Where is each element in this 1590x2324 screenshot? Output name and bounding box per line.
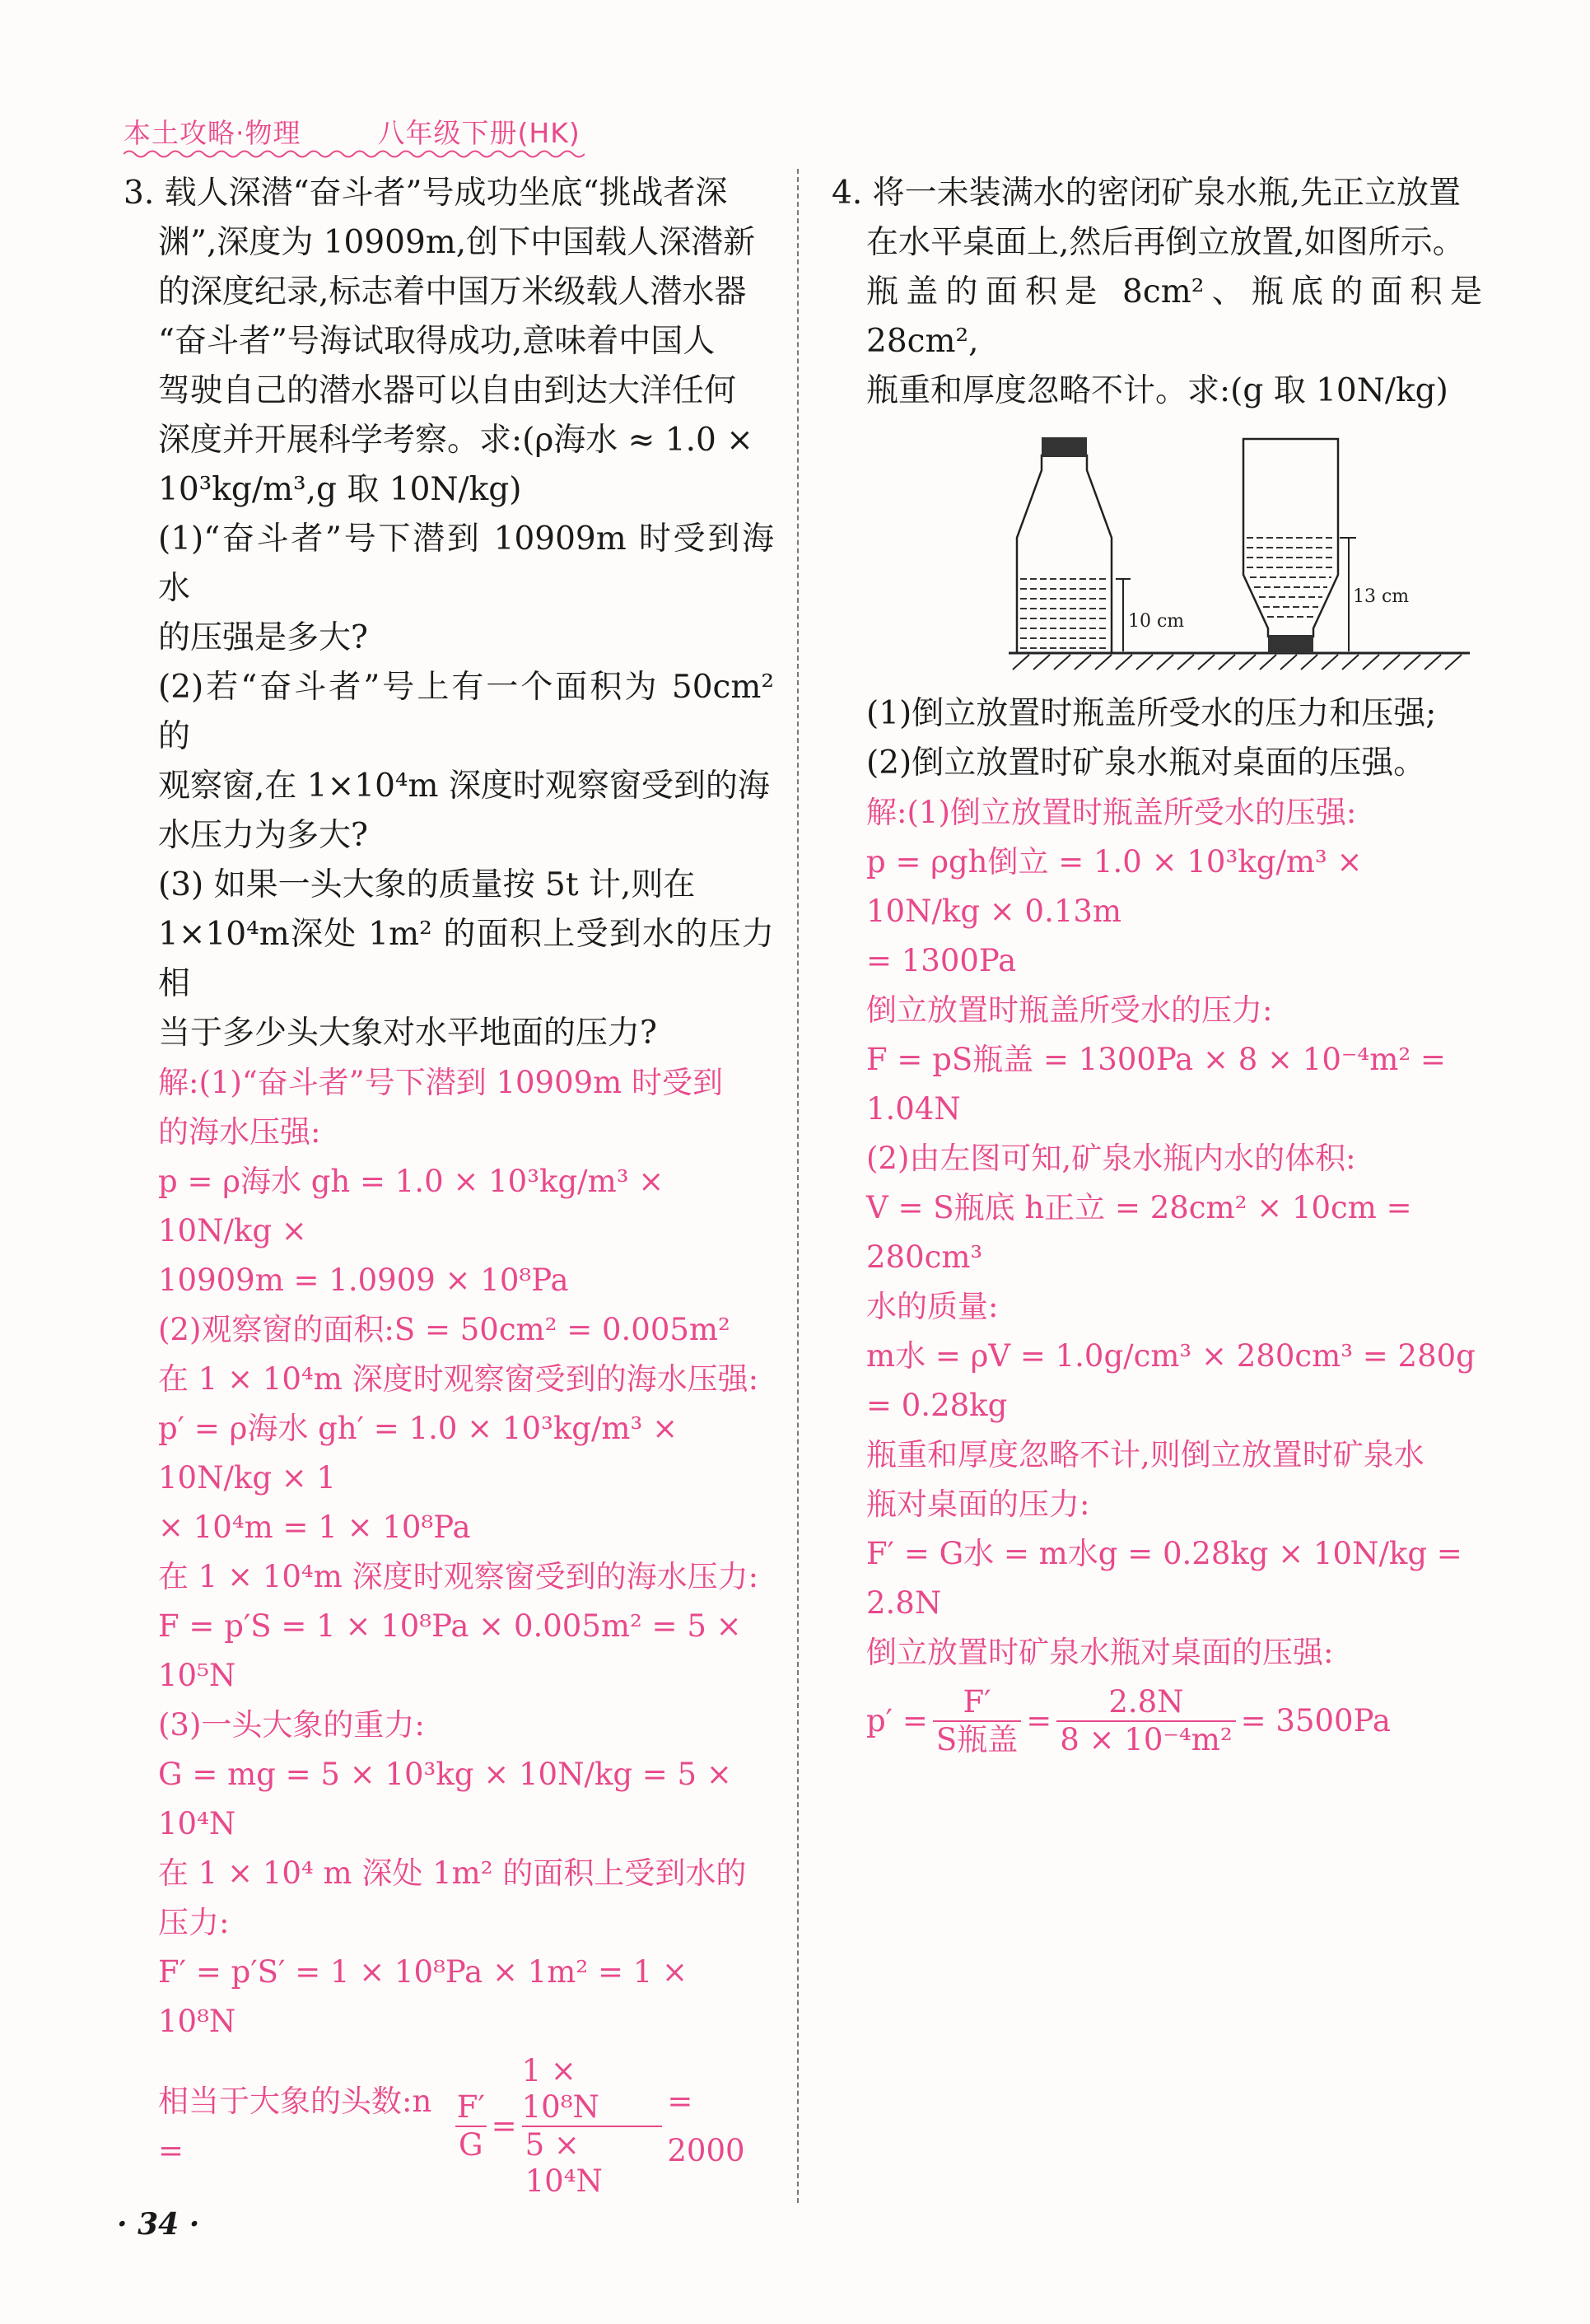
table-hatch [1013,655,1462,670]
q3-answer [124,1058,774,2200]
answer-line: V = S瓶底 h正立 = 28cm² × 10cm = 280cm³ [866,1190,1412,1275]
answer-line: (2)观察窗的面积:S = 50cm² = 0.005m² [158,1312,730,1347]
answer-line: 在 1 × 10⁴ m 深处 1m² 的面积上受到水的 [158,1855,747,1891]
q4-answer [832,788,1482,1758]
q3-sub-question-1 [124,515,774,663]
stem-line: 深度并开展科学考察。求:(ρ海水 ≈ 1.0 × [158,422,753,459]
inverted-water [1247,538,1335,617]
denominator: 5 × 10⁴N [522,2126,663,2200]
upright-bottle-cap [1042,437,1087,457]
question-3 [124,169,774,2200]
grade-label: 八年级下册(HK) [377,117,581,149]
sub-line: 当于多少头大象对水平地面的压力? [158,1015,657,1052]
answer-line: 瓶对桌面的压力: [866,1486,1090,1522]
answer-line: 在 1 × 10⁴m 深度时观察窗受到的海水压力: [158,1559,759,1594]
answer-line: 解:(1)“奋斗者”号下潜到 10909m 时受到 [158,1065,724,1100]
equation-prefix: p′ = [866,1703,928,1738]
column-divider [797,169,799,2203]
answer-line: 瓶重和厚度忽略不计,则倒立放置时矿泉水 [866,1437,1424,1472]
answer-line: 倒立放置时瓶盖所受水的压力: [866,992,1273,1028]
sub-line: 的压强是多大? [158,619,368,656]
answer-line: 解:(1)倒立放置时瓶盖所受水的压强: [866,795,1357,830]
upright-height-label: 10 cm [1128,611,1185,632]
page-number: · 34 · [117,2207,200,2242]
upright-bottle [1017,455,1112,653]
answer-line: F = pS瓶盖 = 1300Pa × 8 × 10⁻⁴m² = 1.04N [866,1042,1446,1127]
stem-line: “奋斗者”号海试取得成功,意味着中国人 [158,323,716,360]
answer-line: p = ρgh倒立 = 1.0 × 10³kg/m³ × 10N/kg × 0.13m [866,844,1363,929]
answer-line: 在 1 × 10⁴m 深度时观察窗受到的海水压强: [158,1361,759,1397]
q3-stem [124,169,774,515]
q4-stem [832,169,1482,416]
fraction [1056,1684,1235,1758]
answer-line: (3)一头大象的重力: [158,1707,425,1743]
sub-line: 1×10⁴m深处 1m² 的面积上受到水的压力相 [158,916,774,1002]
answer-line: 10909m = 1.0909 × 10⁸Pa [158,1262,569,1298]
answer-line: F = p′S = 1 × 10⁸Pa × 0.005m² = 5 × 10⁵N [158,1608,742,1693]
sub-line: 观察窗,在 1×10⁴m 深度时观察窗受到的海 [158,768,770,805]
denominator: G [455,2126,487,2163]
stem-line: 瓶盖的面积是 8cm²、瓶底的面积是 28cm², [866,273,1482,360]
answer-line: 压力: [158,1905,230,1940]
fraction [522,2053,663,2200]
sub-line: (2)若“奋斗者”号上有一个面积为 50cm² 的 [158,669,774,755]
stem-line: 10³kg/m³,g 取 10N/kg) [158,471,522,508]
stem-line: 3. 载人深潜“奋斗者”号成功坐底“挑战者深 [124,175,728,212]
answer-line: F′ = G水 = m水g = 0.28kg × 10N/kg = 2.8N [866,1536,1462,1621]
result: = 3500Pa [1240,1703,1391,1738]
upright-water [1020,579,1108,648]
stem-line: 4. 将一未装满水的密闭矿泉水瓶,先正立放置 [832,175,1462,212]
sub-line: 水压力为多大? [158,817,368,854]
answer-line: = 0.28kg [866,1388,1008,1423]
stem-line: 在水平桌面上,然后再倒立放置,如图所示。 [866,224,1465,261]
book-title: 本土攻略·物理 [124,117,301,149]
answer-line: × 10⁴m = 1 × 10⁸Pa [158,1510,471,1545]
stem-line: 驾驶自己的潜水器可以自由到达大洋任何 [158,372,737,409]
stem-line: 瓶重和厚度忽略不计。求:(g 取 10N/kg) [866,372,1448,409]
answer-line: m水 = ρV = 1.0g/cm³ × 280cm³ = 280g [866,1338,1476,1374]
stem-line: 的深度纪录,标志着中国万米级载人潜水器 [158,273,747,310]
q4-sub-question-1: (1)倒立放置时瓶盖所受水的压力和压强; [866,695,1437,732]
bottle-figure [1000,431,1478,678]
fraction [455,2089,487,2163]
answer-line: F′ = p′S′ = 1 × 10⁸Pa × 1m² = 1 × 10⁸N [158,1954,688,2039]
stem-line: 渊”,深度为 10909m,创下中国载人深潜新 [158,224,756,261]
q3-sub-question-3 [124,861,774,1058]
answer-line: 的海水压强: [158,1114,321,1150]
numerator: 1 × 10⁸N [521,2053,599,2125]
sub-line: (3) 如果一头大象的质量按 5t 计,则在 [158,866,696,903]
q3-final-equation: 相当于大象的头数:n = $\frac{F'}{G}$ = $\frac{\text{1 × 10⁸N}}{\text{5 × 10⁴N}}$ = 2000 [124,2053,774,2200]
equation-prefix: 相当于大象的头数:n = [158,2084,432,2168]
answer-line: 倒立放置时矿泉水瓶对桌面的压强: [866,1635,1334,1670]
answer-line: 水的质量: [866,1289,999,1324]
result: = 2000 [667,2084,745,2168]
q4-sub-question-2: (2)倒立放置时矿泉水瓶对桌面的压强。 [866,744,1426,782]
answer-line: (2)由左图可知,矿泉水瓶内水的体积: [866,1141,1356,1176]
numerator: F′ [963,1684,991,1720]
answer-line: p′ = ρ海水 gh′ = 1.0 × 10³kg/m³ × 10N/kg × 1 [158,1411,678,1496]
page-header [124,112,581,151]
numerator: F′ [456,2089,485,2125]
answer-line: = 1300Pa [866,943,1017,978]
question-4 [832,169,1482,1758]
denominator: 8 × 10⁻⁴m² [1056,1720,1235,1758]
q4-final-equation: p′ = F′ S瓶盖 = $\frac{2.8N}{\text{8 × 10⁻⁴m²}}$ = 3500Pa [866,1684,1391,1757]
inverted-height-label: 13 cm [1353,586,1410,607]
fraction [933,1684,1021,1758]
answer-line: p = ρ海水 gh = 1.0 × 10³kg/m³ × 10N/kg × [158,1164,664,1248]
sub-line: (1)“奋斗者”号下潜到 10909m 时受到海水 [158,520,774,607]
numerator: 2.8N [1108,1684,1184,1720]
answer-line: G = mg = 5 × 10³kg × 10N/kg = 5 × 10⁴N [158,1757,732,1841]
wavy-underline [124,148,585,160]
inverted-bottle-cap [1268,635,1313,653]
denominator: S瓶盖 [933,1720,1021,1758]
q3-sub-question-2 [124,663,774,861]
